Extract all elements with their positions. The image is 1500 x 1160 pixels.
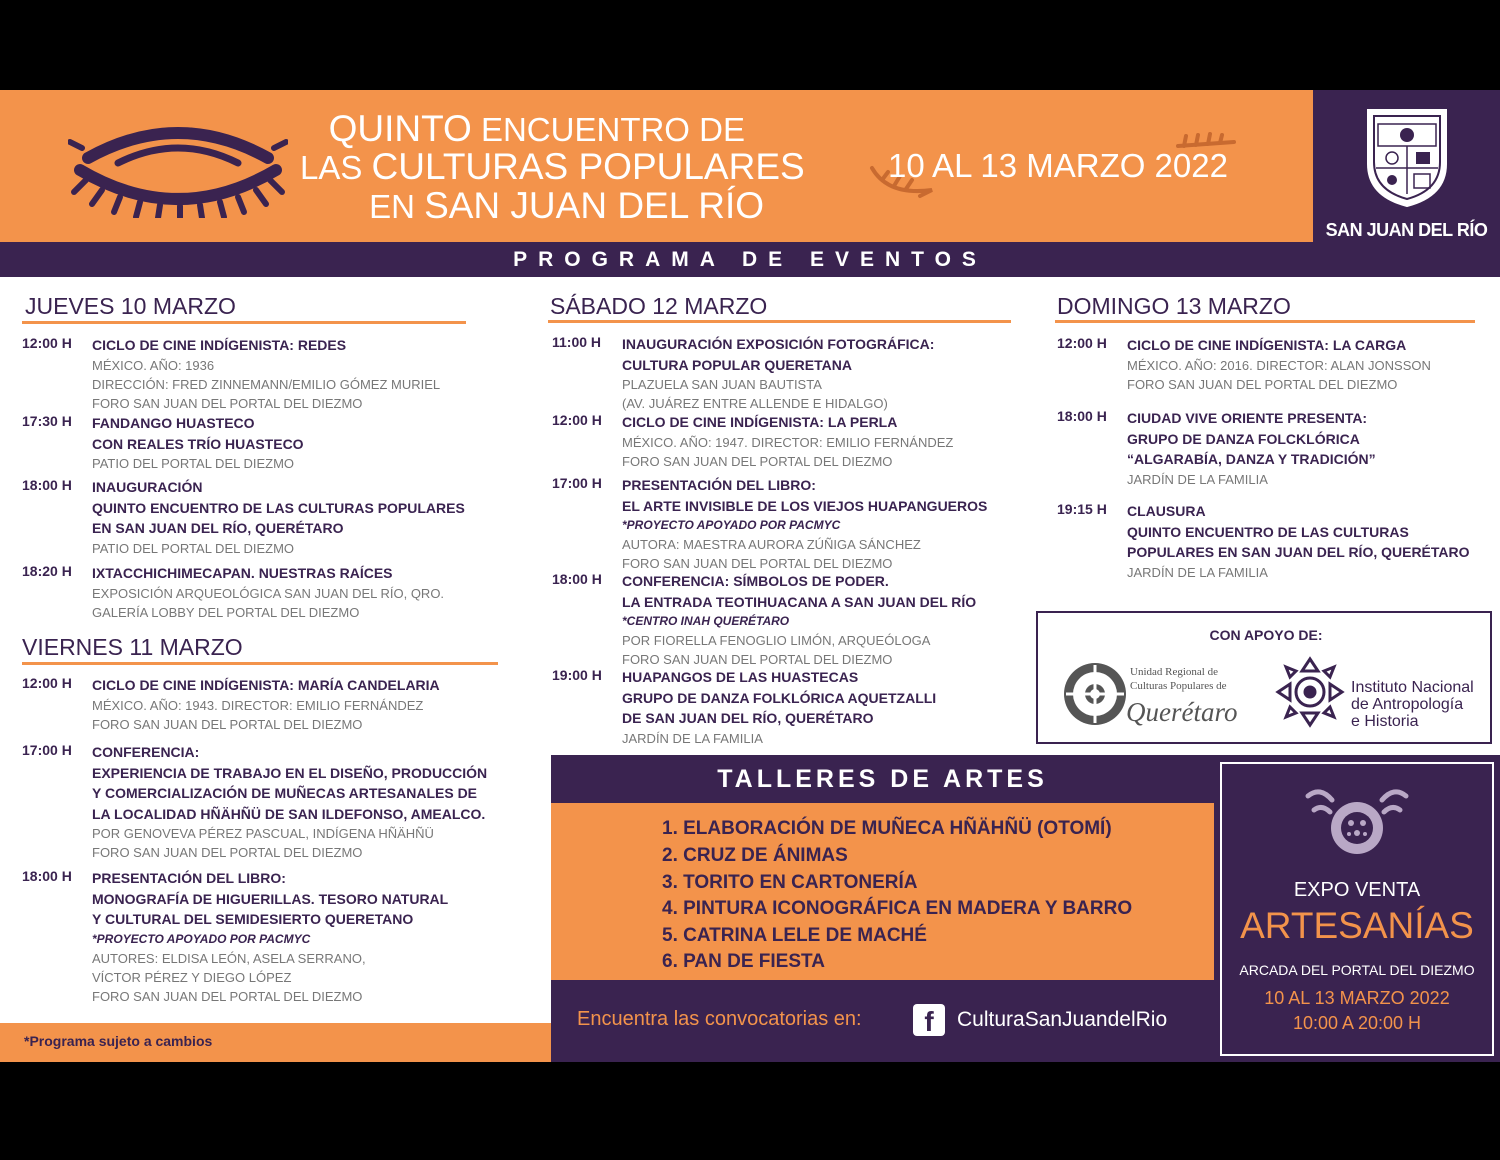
expo-hours: 10:00 A 20:00 H [1292, 1013, 1422, 1033]
event-detail-line: JARDÍN DE LA FAMILIA [1127, 471, 1268, 487]
facebook-handle[interactable]: CulturaSanJuandelRio [957, 1008, 1168, 1031]
taller-item: 1. ELABORACIÓN DE MUÑECA HÑÄHÑÜ (OTOMÍ) [662, 818, 1112, 839]
cultures-seal-icon [1062, 661, 1128, 727]
event-time: 19:00 H [552, 667, 602, 683]
event-title-line: PRESENTACIÓN DEL LIBRO: [622, 477, 816, 493]
event-detail-line: JARDÍN DE LA FAMILIA [1127, 564, 1268, 580]
event-details [622, 412, 1052, 471]
event-time: 18:20 H [22, 563, 72, 579]
event-details [92, 413, 522, 473]
event-title-line: CICLO DE CINE INDÍGENISTA: LA CARGA [1127, 337, 1407, 353]
expo-dates: 10 AL 13 MARZO 2022 [1264, 988, 1450, 1008]
expo-title-small: EXPO VENTA [1293, 879, 1421, 901]
event-title-line: CICLO DE CINE INDÍGENISTA: REDES [92, 337, 347, 353]
event-detail-line: PLAZUELA SAN JUAN BAUTISTA [622, 377, 822, 392]
event-time: 17:00 H [552, 475, 602, 491]
event-time: 18:00 H [552, 571, 602, 587]
event-title-line: MONOGRAFÍA DE HIGUERILLAS. TESORO NATURAL [92, 890, 449, 907]
event-title-line: CLAUSURA [1127, 503, 1206, 519]
urcp-logo-script: Querétaro [1126, 697, 1238, 727]
event-detail-line: MÉXICO. AÑO: 1936 [92, 357, 215, 373]
event-detail-line: FORO SAN JUAN DEL PORTAL DEL DIEZMO [622, 556, 893, 571]
event-details [1127, 408, 1500, 489]
event-detail-line: GALERÍA LOBBY DEL PORTAL DEL DIEZMO [92, 604, 360, 620]
event-title-line: QUINTO ENCUENTRO DE LAS CULTURAS [1127, 523, 1409, 540]
event-details [92, 675, 522, 734]
program-title: PROGRAMA DE EVENTOS [513, 248, 987, 271]
day-title-sabado: SÁBADO 12 MARZO [550, 293, 768, 319]
inah-logo-icon [1274, 655, 1346, 729]
event-details [622, 475, 1052, 573]
support-box [1036, 611, 1492, 744]
event-title-line: GRUPO DE DANZA FOLKLÓRICA AQUETZALLI [622, 689, 937, 706]
artisan-emblem-icon [1302, 782, 1412, 862]
event-detail-line: FORO SAN JUAN DEL PORTAL DEL DIEZMO [92, 395, 363, 411]
event-title-line: CON REALES TRÍO HUASTECO [92, 435, 304, 452]
event-title-line: PRESENTACIÓN DEL LIBRO: [92, 870, 286, 886]
event-details [622, 334, 1052, 413]
event-details [92, 335, 522, 413]
event-time: 17:30 H [22, 413, 72, 429]
talleres-title: TALLERES DE ARTES [717, 765, 1048, 793]
event-detail-line: AUTORA: MAESTRA AURORA ZÚÑIGA SÁNCHEZ [622, 537, 921, 552]
event-title-line: CONFERENCIA: SÍMBOLOS DE PODER. [622, 573, 889, 589]
taller-item: 2. CRUZ DE ÁNIMAS [662, 845, 848, 866]
event-details [92, 477, 522, 558]
event-details [622, 667, 1052, 748]
event-time: 12:00 H [552, 412, 602, 428]
taller-item: 4. PINTURA ICONOGRÁFICA EN MADERA Y BARRO [662, 898, 1133, 919]
coat-of-arms-icon [1364, 106, 1450, 210]
convocatorias-text: Encuentra las convocatorias en: [577, 1008, 862, 1030]
day-title-jueves: JUEVES 10 MARZO [25, 293, 236, 319]
facebook-icon-glyph: f [924, 1006, 934, 1037]
title-line-2: LAS CULTURAS POPULARES [300, 146, 805, 187]
event-title-line: DE SAN JUAN DEL RÍO, QUERÉTARO [622, 710, 874, 726]
sun-emblem-icon [68, 118, 288, 218]
event-title-line: LA ENTRADA TEOTIHUACANA A SAN JUAN DEL RÍO [622, 593, 977, 610]
event-detail-line: FORO SAN JUAN DEL PORTAL DEL DIEZMO [92, 845, 363, 860]
event-detail-line: POR GENOVEVA PÉREZ PASCUAL, INDÍGENA HÑÄHÑÜ [92, 826, 434, 841]
event-title-line: HUAPANGOS DE LAS HUASTECAS [622, 669, 859, 685]
event-time: 18:00 H [22, 477, 72, 493]
event-detail-line: EXPOSICIÓN ARQUEOLÓGICA SAN JUAN DEL RÍO, QRO. [92, 585, 445, 601]
event-title-line: CIUDAD VIVE ORIENTE PRESENTA: [1127, 410, 1368, 426]
inah-logo-text: Instituto Nacional de Antropología e Historia [1351, 679, 1474, 730]
event-time: 12:00 H [22, 335, 72, 351]
event-time: 18:00 H [1057, 408, 1107, 424]
event-detail-line: AUTORES: ELDISA LEÓN, ASELA SERRANO, [92, 950, 366, 966]
expo-title-big: ARTESANÍAS [1240, 905, 1474, 946]
event-time: 12:00 H [1057, 335, 1107, 351]
event-detail-line: FORO SAN JUAN DEL PORTAL DEL DIEZMO [622, 652, 893, 667]
title-line-3: EN SAN JUAN DEL RÍO [369, 185, 764, 226]
expo-place: ARCADA DEL PORTAL DEL DIEZMO [1239, 962, 1475, 978]
event-detail-line: (AV. JUÁREZ ENTRE ALLENDE E HIDALGO) [622, 396, 888, 411]
event-title-line: INAUGURACIÓN EXPOSICIÓN FOTOGRÁFICA: [622, 336, 935, 352]
event-detail-line: MÉXICO. AÑO: 1947. DIRECTOR: EMILIO FERNÁNDEZ [622, 434, 954, 450]
event-title-line: EXPERIENCIA DE TRABAJO EN EL DISEÑO, PRODUCCIÓN [92, 764, 488, 781]
event-detail-line: MÉXICO. AÑO: 2016. DIRECTOR: ALAN JONSSON [1127, 357, 1431, 373]
event-detail-line: PATIO DEL PORTAL DEL DIEZMO [92, 540, 295, 556]
event-detail-line: DIRECCIÓN: FRED ZINNEMANN/EMILIO GÓMEZ MURIEL [92, 376, 441, 392]
urcp-logo-text: Unidad Regional de Culturas Populares de [1130, 666, 1227, 692]
event-time: 19:15 H [1057, 501, 1107, 517]
event-time: 12:00 H [22, 675, 72, 691]
event-time: 17:00 H [22, 742, 72, 758]
event-title-line: “ALGARABÍA, DANZA Y TRADICIÓN” [1127, 451, 1376, 467]
event-detail-line: JARDÍN DE LA FAMILIA [622, 730, 763, 746]
day-title-domingo: DOMINGO 13 MARZO [1057, 293, 1291, 319]
event-title-line: CULTURA POPULAR QUERETANA [622, 356, 852, 373]
title-line-1: QUINTO ENCUENTRO DE [328, 108, 745, 149]
event-title-line: Y CULTURAL DEL SEMIDESIERTO QUERETANO [92, 911, 414, 927]
event-title-line: CONFERENCIA: [92, 744, 200, 760]
day-divider [1055, 320, 1475, 323]
event-title-line: GRUPO DE DANZA FOLCKLÓRICA [1127, 430, 1360, 447]
event-title-line: POPULARES EN SAN JUAN DEL RÍO, QUERÉTARO [1127, 544, 1470, 560]
event-title-line: IXTACCHICHIMECAPAN. NUESTRAS RAÍCES [92, 565, 393, 581]
event-details [622, 571, 1052, 669]
event-details [92, 742, 522, 862]
event-note-line: *PROYECTO APOYADO POR PACMYC [92, 931, 311, 946]
event-time: 18:00 H [22, 868, 72, 884]
event-title-line: QUINTO ENCUENTRO DE LAS CULTURAS POPULARES [92, 499, 465, 516]
footer-note: *Programa sujeto a cambios [24, 1033, 213, 1049]
day-divider [22, 662, 498, 665]
event-detail-line: FORO SAN JUAN DEL PORTAL DEL DIEZMO [622, 453, 893, 469]
event-title-line: FANDANGO HUASTECO [92, 415, 255, 431]
event-title-line: CICLO DE CINE INDÍGENISTA: LA PERLA [622, 414, 898, 430]
event-detail-line: PATIO DEL PORTAL DEL DIEZMO [92, 456, 295, 471]
event-details [92, 868, 522, 1006]
event-title-line: EN SAN JUAN DEL RÍO, QUERÉTARO [92, 520, 344, 536]
support-title: CON APOYO DE: [1209, 627, 1323, 643]
event-details [1127, 335, 1500, 394]
event-title-line: Y COMERCIALIZACIÓN DE MUÑECAS ARTESANALES DE [92, 785, 478, 801]
event-details [92, 563, 522, 622]
event-detail-line: FORO SAN JUAN DEL PORTAL DEL DIEZMO [92, 988, 363, 1004]
event-title-line: EL ARTE INVISIBLE DE LOS VIEJOS HUAPANGUEROS [622, 497, 988, 514]
day-title-viernes: VIERNES 11 MARZO [22, 634, 243, 660]
day-divider [22, 321, 466, 324]
event-title-line: LA LOCALIDAD HÑÄHÑÜ DE SAN ILDEFONSO, AMEALCO. [92, 805, 486, 822]
event-time: 11:00 H [552, 334, 602, 350]
event-note-line: *CENTRO INAH QUERÉTARO [622, 614, 790, 628]
event-title-line: INAUGURACIÓN [92, 479, 203, 495]
event-title-line: CICLO DE CINE INDÍGENISTA: MARÍA CANDELARIA [92, 677, 440, 693]
day-divider [548, 320, 1011, 323]
event-details [1127, 501, 1500, 582]
event-poster [0, 90, 1500, 1062]
city-name: SAN JUAN DEL RÍO [1325, 220, 1488, 240]
event-detail-line: FORO SAN JUAN DEL PORTAL DEL DIEZMO [1127, 376, 1398, 392]
event-detail-line: POR FIORELLA FENOGLIO LIMÓN, ARQUEÓLOGA [622, 633, 931, 648]
event-note-line: *PROYECTO APOYADO POR PACMYC [622, 518, 841, 532]
event-detail-line: MÉXICO. AÑO: 1943. DIRECTOR: EMILIO FERNÁNDEZ [92, 697, 424, 713]
header-dates: 10 AL 13 MARZO 2022 [888, 147, 1228, 184]
taller-item: 3. TORITO EN CARTONERÍA [662, 872, 918, 893]
event-detail-line: FORO SAN JUAN DEL PORTAL DEL DIEZMO [92, 716, 363, 732]
event-detail-line: VÍCTOR PÉREZ Y DIEGO LÓPEZ [92, 969, 292, 985]
taller-item: 5. CATRINA LELE DE MACHÉ [662, 925, 927, 946]
taller-item: 6. PAN DE FIESTA [662, 951, 825, 972]
